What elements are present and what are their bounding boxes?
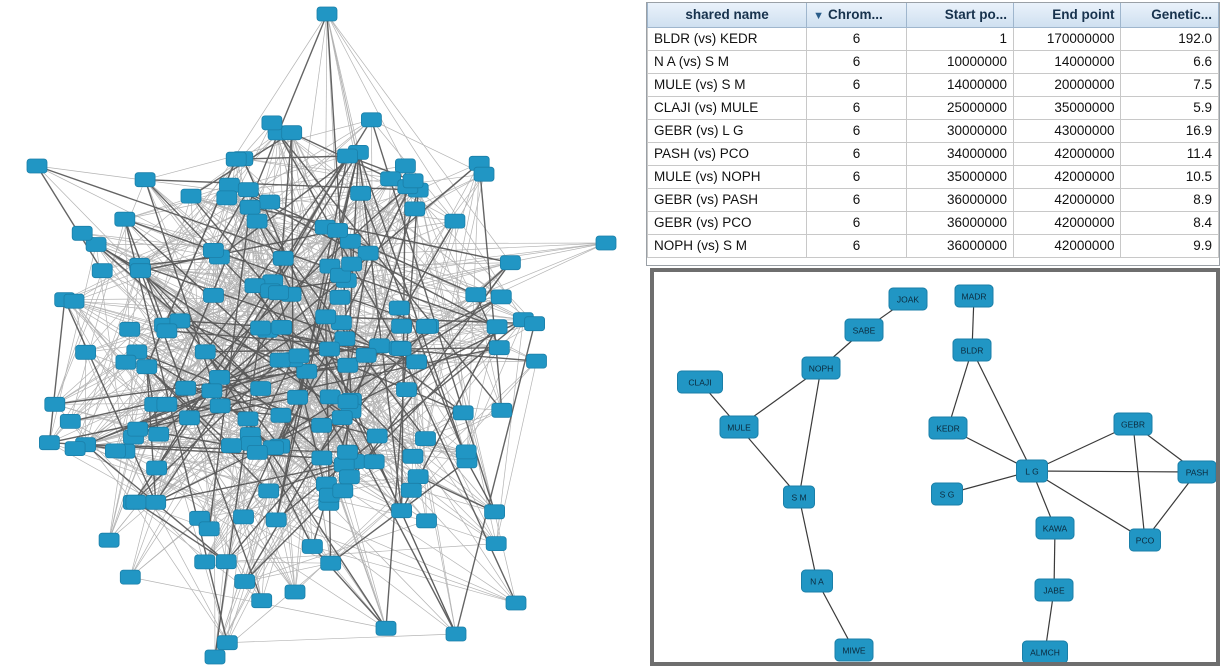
network-node[interactable] [252, 594, 272, 608]
network-node[interactable] [405, 202, 425, 216]
network-edge[interactable] [972, 350, 1032, 471]
cell-genetic: 8.4 [1121, 211, 1219, 234]
cell-shared-name: CLAJI (vs) MULE [648, 96, 807, 119]
network-node[interactable] [320, 390, 340, 404]
network-node[interactable] [338, 358, 358, 372]
network-node[interactable] [492, 403, 512, 417]
network-node[interactable] [220, 178, 240, 192]
network-node[interactable] [389, 301, 409, 315]
network-node[interactable] [288, 390, 308, 404]
table-row[interactable] [648, 234, 1219, 257]
network-node[interactable] [202, 384, 222, 398]
column-label: End point [1052, 7, 1115, 23]
network-node[interactable] [157, 324, 177, 338]
network-node[interactable] [328, 223, 348, 237]
network-node[interactable] [889, 288, 927, 310]
network-edge [226, 562, 331, 564]
network-node[interactable] [453, 406, 473, 420]
cell-end-point: 42000000 [1014, 234, 1121, 257]
network-graph-small[interactable] [650, 268, 1220, 666]
network-node[interactable] [64, 294, 84, 308]
network-edge[interactable] [799, 368, 821, 497]
node-label: NOPH [808, 363, 834, 374]
cell-start-point: 36000000 [906, 188, 1013, 211]
network-node[interactable] [338, 445, 358, 459]
node-label: MULE [727, 422, 751, 433]
network-node[interactable] [401, 483, 421, 497]
network-edge[interactable] [799, 497, 817, 581]
cell-shared-name: BLDR (vs) KEDR [648, 27, 807, 50]
table-row[interactable] [648, 165, 1219, 188]
network-node[interactable] [1017, 460, 1048, 482]
network-node[interactable] [217, 191, 237, 205]
network-node[interactable] [376, 621, 396, 635]
network-node[interactable] [391, 342, 411, 356]
cell-genetic: 11.4 [1121, 142, 1219, 165]
node-label: S G [939, 489, 955, 500]
network-node[interactable] [356, 348, 376, 362]
network-node[interactable] [802, 357, 840, 379]
network-node[interactable] [321, 556, 341, 570]
network-node[interactable] [217, 636, 237, 650]
node-label: GEBR [1120, 419, 1146, 430]
network-node[interactable] [955, 285, 993, 307]
column-header-shared-name[interactable] [648, 3, 807, 27]
cell-chromosome: 6 [807, 96, 907, 119]
cell-shared-name: N A (vs) S M [648, 50, 807, 73]
cell-chromosome: 6 [807, 188, 907, 211]
network-node[interactable] [367, 429, 387, 443]
network-node[interactable] [932, 483, 963, 505]
node-label: MIWE [842, 645, 866, 656]
network-node[interactable] [338, 149, 358, 163]
cell-genetic: 16.9 [1121, 119, 1219, 142]
cell-shared-name: PASH (vs) PCO [648, 142, 807, 165]
cell-chromosome: 6 [807, 50, 907, 73]
cell-end-point: 20000000 [1014, 73, 1121, 96]
network-node[interactable] [500, 256, 520, 270]
network-node[interactable] [234, 510, 254, 524]
cell-start-point: 30000000 [906, 119, 1013, 142]
node-label: KAWA [1042, 523, 1068, 534]
table-row[interactable] [648, 50, 1219, 73]
network-node[interactable] [784, 486, 815, 508]
network-node[interactable] [312, 451, 332, 465]
node-label: KEDR [936, 423, 960, 434]
network-node[interactable] [392, 504, 412, 518]
network-node[interactable] [929, 417, 967, 439]
network-node[interactable] [364, 455, 384, 469]
network-node[interactable] [247, 214, 267, 228]
cell-end-point: 42000000 [1014, 188, 1121, 211]
node-label: SABE [852, 325, 876, 336]
cell-shared-name: GEBR (vs) PASH [648, 188, 807, 211]
network-node[interactable] [596, 236, 616, 250]
cell-end-point: 42000000 [1014, 211, 1121, 234]
network-node[interactable] [260, 195, 280, 209]
column-label: Genetic... [1151, 7, 1212, 23]
table-row[interactable] [648, 27, 1219, 50]
network-node[interactable] [351, 186, 371, 200]
network-node[interactable] [446, 627, 466, 641]
network-node[interactable] [491, 290, 511, 304]
network-node[interactable] [221, 439, 241, 453]
cell-genetic: 7.5 [1121, 73, 1219, 96]
network-node[interactable] [527, 354, 547, 368]
network-edge [227, 634, 456, 643]
network-node[interactable] [408, 470, 428, 484]
network-node[interactable] [416, 320, 436, 334]
network-node[interactable] [210, 370, 230, 384]
network-node[interactable] [395, 159, 415, 173]
network-node[interactable] [147, 461, 167, 475]
network-node[interactable] [251, 382, 271, 396]
network-node[interactable] [474, 167, 494, 181]
network-node[interactable] [403, 449, 423, 463]
cell-end-point: 42000000 [1014, 142, 1121, 165]
network-node[interactable] [835, 639, 873, 661]
node-label: JABE [1043, 585, 1065, 596]
table-row[interactable] [648, 119, 1219, 142]
network-node[interactable] [204, 288, 224, 302]
network-node[interactable] [272, 320, 292, 334]
network-node[interactable] [320, 342, 340, 356]
table-row[interactable] [648, 188, 1219, 211]
column-label: Chrom... [828, 7, 883, 23]
table-header [648, 3, 1219, 27]
cell-genetic: 9.9 [1121, 234, 1219, 257]
cell-start-point: 1 [906, 27, 1013, 50]
column-header-start-point[interactable] [906, 3, 1013, 27]
table [647, 3, 1219, 258]
network-node[interactable] [128, 422, 148, 436]
network-node[interactable] [466, 288, 486, 302]
network-edge[interactable] [948, 350, 972, 428]
network-node[interactable] [316, 310, 336, 324]
network-edge [418, 477, 495, 512]
network-node[interactable] [1130, 529, 1161, 551]
network-node[interactable] [199, 522, 219, 536]
table-row[interactable] [648, 96, 1219, 119]
node-label: PASH [1185, 467, 1209, 478]
cell-chromosome: 6 [807, 211, 907, 234]
network-node[interactable] [135, 173, 155, 187]
network-node[interactable] [270, 353, 290, 367]
network-node[interactable] [312, 418, 332, 432]
cell-start-point: 25000000 [906, 96, 1013, 119]
network-node[interactable] [1023, 641, 1068, 662]
cell-chromosome: 6 [807, 27, 907, 50]
node-label: BLDR [960, 345, 984, 356]
network-node[interactable] [27, 159, 47, 173]
network-node[interactable] [487, 320, 507, 334]
network-node[interactable] [146, 495, 166, 509]
network-node[interactable] [489, 341, 509, 355]
network-edge [371, 120, 484, 174]
network-node[interactable] [525, 317, 545, 331]
cell-chromosome: 6 [807, 119, 907, 142]
network-node[interactable] [342, 257, 362, 271]
column-header-chromosome[interactable] [807, 3, 907, 27]
network-node[interactable] [181, 189, 201, 203]
cell-shared-name: NOPH (vs) S M [648, 234, 807, 257]
network-node[interactable] [445, 214, 465, 228]
cell-end-point: 42000000 [1014, 165, 1121, 188]
network-node[interactable] [99, 533, 119, 547]
cell-shared-name: MULE (vs) NOPH [648, 165, 807, 188]
network-node[interactable] [247, 445, 267, 459]
cell-end-point: 35000000 [1014, 96, 1121, 119]
cell-start-point: 36000000 [906, 234, 1013, 257]
cell-genetic: 10.5 [1121, 165, 1219, 188]
network-node[interactable] [271, 408, 291, 422]
node-label: CLAJI [688, 377, 712, 388]
network-node[interactable] [289, 349, 309, 363]
network-node[interactable] [105, 444, 125, 458]
network-node[interactable] [456, 445, 476, 459]
network-node[interactable] [149, 427, 169, 441]
network-node[interactable] [76, 345, 96, 359]
network-node[interactable] [1036, 517, 1074, 539]
network-node[interactable] [126, 495, 146, 509]
network-edge [456, 324, 535, 634]
cell-chromosome: 6 [807, 234, 907, 257]
table-row[interactable] [648, 211, 1219, 234]
cell-end-point: 43000000 [1014, 119, 1121, 142]
cell-shared-name: MULE (vs) S M [648, 73, 807, 96]
network-node[interactable] [285, 585, 305, 599]
network-node[interactable] [251, 321, 271, 335]
cell-end-point: 170000000 [1014, 27, 1121, 50]
network-node[interactable] [157, 397, 177, 411]
network-node[interactable] [115, 212, 135, 226]
network-edge [37, 166, 102, 271]
cell-start-point: 36000000 [906, 211, 1013, 234]
network-node[interactable] [65, 442, 85, 456]
network-node[interactable] [953, 339, 991, 361]
network-node[interactable] [195, 555, 215, 569]
cell-shared-name: GEBR (vs) PCO [648, 211, 807, 234]
network-node[interactable] [226, 152, 246, 166]
cell-chromosome: 6 [807, 73, 907, 96]
network-node[interactable] [238, 183, 258, 197]
network-node[interactable] [417, 514, 437, 528]
network-node[interactable] [802, 570, 833, 592]
network-node[interactable] [317, 7, 337, 21]
network-node[interactable] [333, 484, 353, 498]
network-node[interactable] [338, 395, 358, 409]
network-node[interactable] [195, 345, 215, 359]
column-label: Start po... [944, 7, 1008, 23]
network-node[interactable] [240, 200, 260, 214]
table-row[interactable] [648, 142, 1219, 165]
table-header-row [648, 3, 1219, 27]
node-label: PCO [1135, 535, 1155, 546]
network-node[interactable] [60, 414, 80, 428]
edge-attribute-table[interactable] [646, 2, 1220, 266]
network-node[interactable] [116, 355, 136, 369]
network-graph-small-canvas[interactable] [654, 272, 1216, 662]
network-node[interactable] [1114, 413, 1152, 435]
network-node[interactable] [332, 411, 352, 425]
network-node[interactable] [361, 113, 381, 127]
network-node[interactable] [92, 264, 112, 278]
network-node[interactable] [269, 286, 289, 300]
network-node[interactable] [720, 416, 758, 438]
network-node[interactable] [678, 371, 723, 393]
cell-chromosome: 6 [807, 165, 907, 188]
network-edge [327, 14, 523, 320]
cell-genetic: 192.0 [1121, 27, 1219, 50]
network-node[interactable] [72, 226, 92, 240]
node-label: MADR [961, 291, 987, 302]
network-node[interactable] [330, 290, 350, 304]
network-node[interactable] [392, 319, 412, 333]
network-node[interactable] [238, 412, 258, 426]
node-label: ALMCH [1030, 647, 1060, 658]
cell-genetic: 6.6 [1121, 50, 1219, 73]
network-node[interactable] [203, 243, 223, 257]
table-body [648, 27, 1219, 257]
network-edge[interactable] [1133, 424, 1145, 540]
cell-shared-name: GEBR (vs) L G [648, 119, 807, 142]
network-node[interactable] [120, 322, 140, 336]
network-node[interactable] [266, 513, 286, 527]
network-node[interactable] [506, 596, 526, 610]
network-node[interactable] [39, 436, 59, 450]
network-node[interactable] [205, 650, 225, 664]
cell-genetic: 8.9 [1121, 188, 1219, 211]
network-node[interactable] [137, 360, 157, 374]
network-node[interactable] [259, 484, 279, 498]
network-node[interactable] [302, 540, 322, 554]
filter-icon[interactable]: ▼ [813, 9, 825, 22]
network-node[interactable] [845, 319, 883, 341]
network-node[interactable] [339, 470, 359, 484]
network-node[interactable] [180, 411, 200, 425]
network-node[interactable] [216, 555, 236, 569]
cell-start-point: 35000000 [906, 165, 1013, 188]
node-label: L G [1025, 466, 1039, 477]
network-node[interactable] [210, 399, 230, 413]
column-header-end-point[interactable] [1014, 3, 1121, 27]
network-node[interactable] [120, 570, 140, 584]
cell-genetic: 5.9 [1121, 96, 1219, 119]
network-node[interactable] [131, 264, 151, 278]
network-node[interactable] [397, 383, 417, 397]
network-node[interactable] [403, 174, 423, 188]
network-node[interactable] [407, 355, 427, 369]
cell-end-point: 14000000 [1014, 50, 1121, 73]
network-node[interactable] [416, 432, 436, 446]
network-node[interactable] [235, 575, 255, 589]
cell-start-point: 10000000 [906, 50, 1013, 73]
cell-start-point: 14000000 [906, 73, 1013, 96]
column-label: shared name [685, 7, 769, 23]
cell-start-point: 34000000 [906, 142, 1013, 165]
network-edge[interactable] [1032, 471, 1197, 472]
cell-chromosome: 6 [807, 142, 907, 165]
network-node[interactable] [273, 251, 293, 265]
network-node[interactable] [45, 397, 65, 411]
column-header-genetic[interactable] [1121, 3, 1219, 27]
network-node[interactable] [485, 505, 505, 519]
network-node[interactable] [1178, 461, 1216, 483]
network-node[interactable] [176, 381, 196, 395]
node-label: N A [810, 576, 824, 587]
network-node[interactable] [486, 537, 506, 551]
network-node[interactable] [282, 126, 302, 140]
network-node[interactable] [262, 116, 282, 130]
node-label: JOAK [896, 294, 920, 305]
network-node[interactable] [1035, 579, 1073, 601]
node-label: S M [791, 492, 807, 503]
table-row[interactable] [648, 73, 1219, 96]
